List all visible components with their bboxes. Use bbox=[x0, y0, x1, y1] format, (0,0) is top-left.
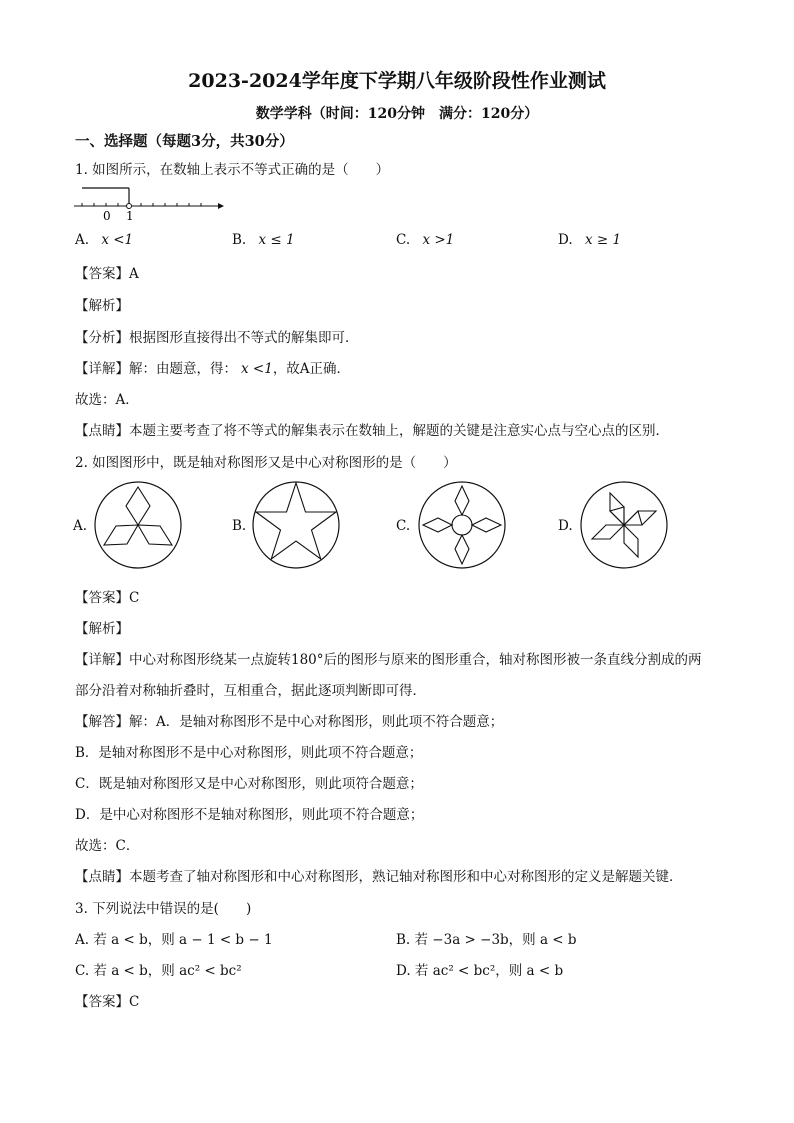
q2-line-c: C．既是轴对称图形又是中心对称图形，则此项符合题意； bbox=[75, 776, 423, 792]
q2-line-b: B．是轴对称图形不是中心对称图形，则此项不符合题意； bbox=[75, 745, 423, 761]
figure-b-star bbox=[252, 481, 340, 569]
option-math: x >1 bbox=[422, 232, 455, 248]
q1-option-c bbox=[396, 232, 454, 248]
q2-label-d: D. bbox=[558, 518, 573, 534]
q3-answer: 【答案】C bbox=[75, 994, 140, 1010]
xiangjie-text: 【详解】解：由题意，得： bbox=[75, 361, 237, 377]
q2-line-d: D．是中心对称图形不是轴对称图形，则此项不符合题意； bbox=[75, 807, 424, 823]
figure-d-pinwheel bbox=[580, 481, 668, 569]
xiangjie-end: ，故A正确． bbox=[272, 361, 351, 377]
axis-arrow bbox=[218, 203, 224, 209]
q1-option-d bbox=[558, 232, 621, 248]
q1-dianjing: 【点睛】本题主要考查了将不等式的解集表示在数轴上，解题的关键是注意实心点与空心点的区别． bbox=[75, 423, 669, 439]
option-letter: D. bbox=[558, 232, 573, 248]
q1-option-a bbox=[75, 232, 133, 248]
q2-label-c: C. bbox=[396, 518, 411, 534]
option-math: x ≥ 1 bbox=[584, 232, 622, 248]
page-title: 2023-2024学年度下学期八年级阶段性作业测试 bbox=[188, 70, 606, 92]
page-subtitle: 数学学科（时间：120分钟 满分：120分） bbox=[255, 106, 539, 122]
q2-label-b: B. bbox=[232, 518, 247, 534]
label-zero: 0 bbox=[103, 209, 111, 223]
q1-analysis: 【解析】 bbox=[75, 298, 129, 314]
option-letter: B. bbox=[232, 232, 247, 248]
label-one: 1 bbox=[126, 209, 134, 223]
q2-analysis: 【解析】 bbox=[75, 621, 129, 637]
q3-stem: 3. 下列说法中错误的是( ) bbox=[75, 901, 252, 917]
q1-answer: 【答案】A bbox=[75, 266, 139, 282]
option-math: x <1 bbox=[101, 232, 134, 248]
q2-stem: 2. 如图图形中，既是轴对称图形又是中心对称图形的是（ ） bbox=[75, 455, 457, 471]
q2-label-a: A. bbox=[73, 518, 88, 534]
q3-option-b: B. 若 −3a > −3b，则 a < b bbox=[396, 932, 577, 948]
hollow-point bbox=[127, 204, 132, 209]
q2-choose: 故选：C． bbox=[75, 838, 140, 854]
q1-choose: 故选：A． bbox=[75, 392, 139, 408]
q1-stem: 1. 如图所示，在数轴上表示不等式正确的是（ ） bbox=[75, 162, 390, 178]
q1-option-b bbox=[232, 232, 295, 248]
q3-option-a: A. 若 a < b，则 a − 1 < b − 1 bbox=[75, 932, 273, 948]
figure-a-mitsubishi bbox=[94, 481, 182, 569]
q2-dianjing: 【点睛】本题考查了轴对称图形和中心对称图形，熟记轴对称图形和中心对称图形的定义是解题关键． bbox=[75, 869, 683, 885]
option-math: x ≤ 1 bbox=[258, 232, 295, 248]
q2-jieda: 【解答】解：A．是轴对称图形不是中心对称图形，则此项不符合题意； bbox=[75, 714, 504, 730]
q3-option-d: D. 若 ac² < bc²，则 a < b bbox=[396, 963, 564, 979]
xiangjie-math: x <1 bbox=[241, 361, 273, 377]
q1-number-line-figure bbox=[70, 182, 230, 222]
figure-c-flower bbox=[418, 481, 506, 569]
q1-xiangjie bbox=[75, 357, 350, 377]
q1-fenxi: 【分析】根据图形直接得出不等式的解集即可． bbox=[75, 330, 359, 346]
q3-option-c: C. 若 a < b，则 ac² < bc² bbox=[75, 963, 242, 979]
option-letter: C. bbox=[396, 232, 411, 248]
q2-answer: 【答案】C bbox=[75, 590, 140, 606]
q2-detail-line2: 部分沿着对称轴折叠时，互相重合，据此逐项判断即可得． bbox=[75, 683, 426, 699]
option-letter: A. bbox=[75, 232, 90, 248]
section-heading: 一、选择题（每题3分，共30分） bbox=[75, 133, 294, 150]
q2-detail-line1: 【详解】中心对称图形绕某一点旋转180°后的图形与原来的图形重合，轴对称图形被一条直线分割成的两 bbox=[75, 652, 702, 668]
